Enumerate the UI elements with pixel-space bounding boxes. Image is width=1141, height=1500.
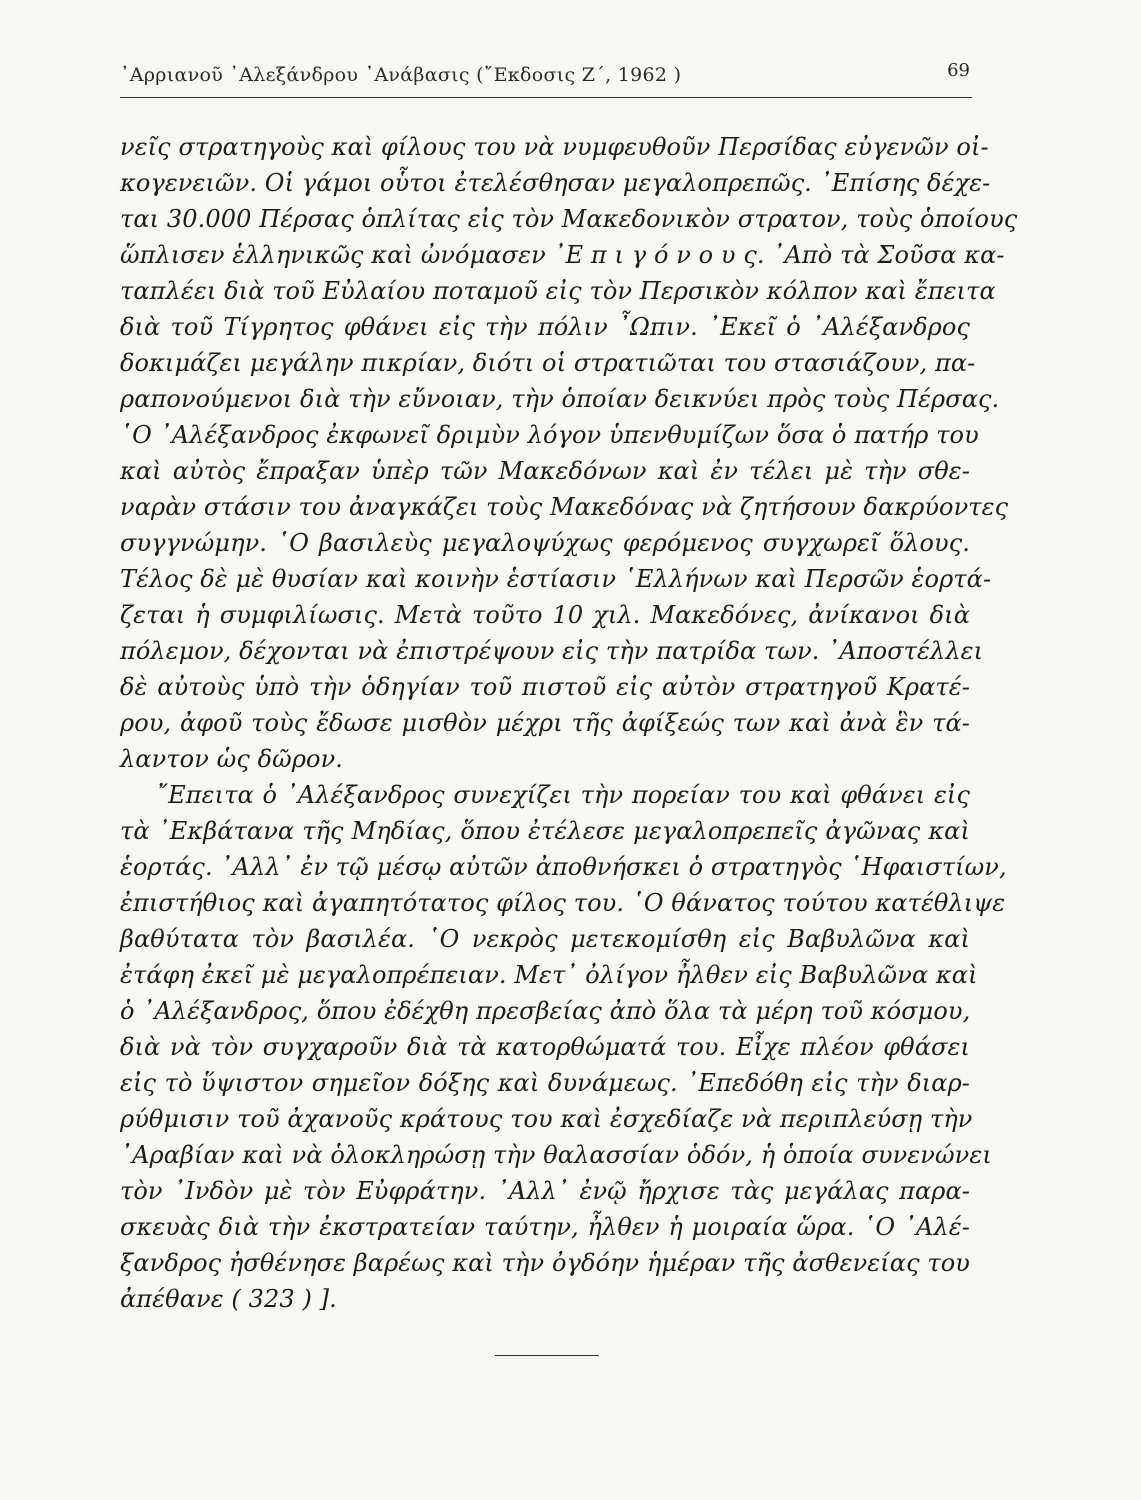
paragraph-1 [120,129,1018,777]
text-line: ραπονούμενοι διὰ τὴν εὔνοιαν, τὴν ὁποίαν δεικνύει πρὸς τοὺς Πέρσας. [120,385,1000,413]
text-line: καὶ αὐτὸς ἔπραξαν ὑπὲρ τῶν Μακεδόνων καὶ ἐν τέλει μὲ τὴν σθε- [120,457,970,485]
text-line: δὲ αὐτοὺς ὑπὸ τὴν ὁδηγίαν τοῦ πιστοῦ εἰς αὐτὸν στρατηγοῦ Κρατέ- [120,673,970,701]
text-line: ζεται ἡ συμφιλίωσις. Μετὰ τοῦτο 10 χιλ. Μακεδόνες, ἀνίκανοι διὰ [120,601,970,629]
running-header [120,60,970,94]
end-rule [495,1355,599,1356]
text-line: ναρὰν στάσιν του ἀναγκάζει τοὺς Μακεδόνας νὰ ζητήσουν δακρύοντες [120,493,1009,521]
text-line: ἑορτάς. ᾽Αλλ᾽ ἐν τῷ μέσῳ αὐτῶν ἀποθνήσκει ὁ στρατηγὸς ῾Ηφαιστίων, [120,853,1007,881]
page-number: 69 [947,60,970,81]
paragraph-2 [120,777,1007,1317]
text-line: ῾Ο ᾽Αλέξανδρος ἐκφωνεῖ δριμὺν λόγον ὑπενθυμίζων ὅσα ὁ πατήρ του [120,421,979,449]
text-line: λαντον ὡς δῶρον. [120,745,343,773]
text-line: ὁ ᾽Αλέξανδρος, ὅπου ἐδέχθη πρεσβείας ἀπὸ ὅλα τὰ μέρη τοῦ κόσμου, [120,997,971,1025]
text-line: ξανδρος ἠσθένησε βαρέως καὶ τὴν ὀγδόην ἡμέραν τῆς ἀσθενείας του [120,1249,970,1277]
text-line: δοκιμάζει μεγάλην πικρίαν, διότι οἱ στρατιῶται του στασιάζουν, πα- [120,349,976,377]
text-line: τὸν ᾽Ινδὸν μὲ τὸν Εὐφράτην. ᾽Αλλ᾽ ἐνῷ ἤρχισε τὰς μεγάλας παρα- [120,1177,970,1205]
text-line: πόλεμον, δέχονται νὰ ἐπιστρέψουν εἰς τὴν πατρίδα των. ᾽Αποστέλλει [120,637,984,665]
text-line: ρύθμισιν τοῦ ἀχανοῦς κράτους του καὶ ἐσχεδίαζε νὰ περιπλεύσῃ τὴν [120,1105,973,1133]
text-line: κογενειῶν. Οἱ γάμοι οὗτοι ἐτελέσθησαν μεγαλοπρεπῶς. ᾽Επίσης δέχε- [120,169,991,197]
text-line: ἐπιστήθιος καὶ ἀγαπητότατος φίλος του. ῾Ο θάνατος τούτου κατέθλιψε [120,889,1006,917]
text-line: διὰ τοῦ Τίγρητος φθάνει εἰς τὴν πόλιν ῏Ωπιν. ᾽Εκεῖ ὁ ᾽Αλέξανδρος [120,313,970,341]
text-line: σκευὰς διὰ τὴν ἐκστρατείαν ταύτην, ἦλθεν ἡ μοιραία ὥρα. ῾Ο ᾽Αλέ- [120,1213,970,1241]
text-line: Τέλος δὲ μὲ θυσίαν καὶ κοινὴν ἑστίασιν ῾Ελλήνων καὶ Περσῶν ἑορτά- [120,565,992,593]
text-line: διὰ νὰ τὸν συγχαροῦν διὰ τὰ κατορθώματά του. Εἶχε πλέον φθάσει [120,1033,970,1061]
text-line: βαθύτατα τὸν βασιλέα. ῾Ο νεκρὸς μετεκομίσθη εἰς Βαβυλῶνα καὶ [120,925,970,953]
text-line: συγγνώμην. ῾Ο βασιλεὺς μεγαλοψύχως φερόμενος συγχωρεῖ ὅλους. [120,529,970,557]
text-line: ἐτάφη ἐκεῖ μὲ μεγαλοπρέπειαν. Μετ᾽ ὀλίγον ἦλθεν εἰς Βαβυλῶνα καὶ [120,961,978,989]
text-line: τὰ ᾽Εκβάτανα τῆς Μηδίας, ὅπου ἐτέλεσε μεγαλοπρεπεῖς ἀγῶνας καὶ [120,817,970,845]
text-line: ᾽Αραβίαν καὶ νὰ ὁλοκληρώσῃ τὴν θαλασσίαν ὁδόν, ἡ ὁποία συνενώνει [120,1141,992,1169]
running-title: ᾽Αρριανοῦ ᾽Αλεξάνδρου ᾽Ανάβασις (῎Εκδοσις Ζ΄, 1962 ) [120,64,682,86]
text-line: ται 30.000 Πέρσας ὁπλίτας εἰς τὸν Μακεδονικὸν στρατον, τοὺς ὁποίους [120,205,1018,233]
text-line: ῎Επειτα ὁ ᾽Αλέξανδρος συνεχίζει τὴν πορείαν του καὶ φθάνει εἰς [156,781,970,809]
text-line: ταπλέει διὰ τοῦ Εὐλαίου ποταμοῦ εἰς τὸν Περσικὸν κόλπον καὶ ἔπειτα [120,277,996,305]
text-line: ρου, ἀφοῦ τοὺς ἔδωσε μισθὸν μέχρι τῆς ἀφίξεώς των καὶ ἀνὰ ἓν τά- [120,709,970,737]
text-line: ὥπλισεν ἑλληνικῶς καὶ ὠνόμασεν ᾽Ε π ι γ ό ν ο υ ς. ᾽Απὸ τὰ Σοῦσα κα- [120,241,1005,269]
body-text [120,129,1018,1317]
text-line: ἀπέθανε ( 323 ) ]. [120,1285,337,1313]
header-rule [120,97,972,98]
text-line: εἰς τὸ ὕψιστον σημεῖον δόξης καὶ δυνάμεως. ᾽Επεδόθη εἰς τὴν διαρ- [120,1069,970,1097]
text-line: νεῖς στρατηγοὺς καὶ φίλους του νὰ νυμφευθοῦν Περσίδας εὐγενῶν οἰ- [120,133,989,161]
